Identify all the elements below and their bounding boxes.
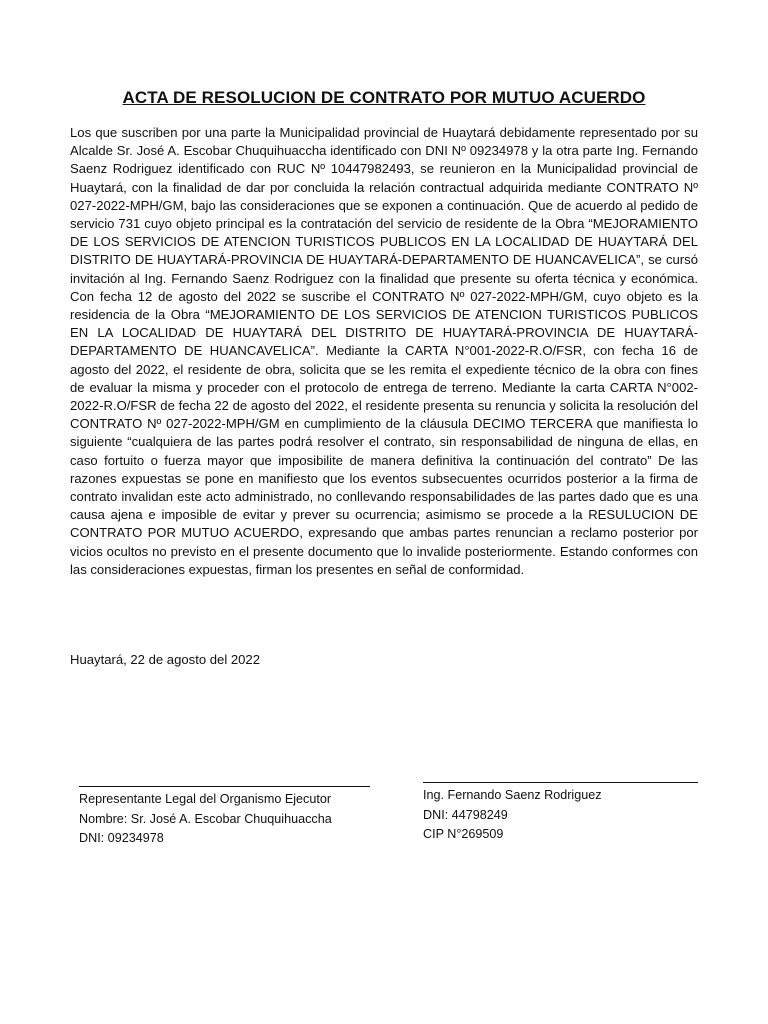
- right-signer-dni: DNI: 44798249: [423, 807, 508, 822]
- place-date: Huaytará, 22 de agosto del 2022: [70, 652, 261, 667]
- left-signer-dni: DNI: 09234978: [79, 831, 164, 845]
- document-body: Los que suscriben por una parte la Municipalidad provincial de Huaytará debidamente representado por su Alcalde Sr. José A. Escobar Chuquihuaccha identificado con DNI Nº 09234978 y la otra parte Ing. Fernando Saenz Rodriguez identificado con RUC Nº 10447982493, se reunieron en la Municipalidad provincial de Huaytará, con la finalidad de dar por concluida la relación contractual adquirida mediante CONTRATO Nº 027-2022-MPH/GM, bajo las consideraciones que se exponen a continuación. Que de acuerdo al pedido de servicio 731 cuyo objeto principal es la contratación del servicio de residente de la Obra “MEJORAMIENTO DE LOS SERVICIOS DE ATENCION TURISTICOS PUBLICOS EN LA LOCALIDAD DE HUAYTARÁ DEL DISTRITO DE HUAYTARÁ-PROVINCIA DE HUAYTARÁ-DEPARTAMENTO DE HUANCAVELICA”, se cursó invitación al Ing. Fernando Saenz Rodriguez con la finalidad que presente su oferta técnica y económica. Con fecha 12 de agosto del 2022 se suscribe el CONTRATO Nº 027-2022-MPH/GM, cuyo objeto es la residencia de la Obra “MEJORAMIENTO DE LOS SERVICIOS DE ATENCION TURISTICOS PUBLICOS EN LA LOCALIDAD DE HUAYTARÁ DEL DISTRITO DE HUAYTARÁ-PROVINCIA DE HUAYTARÁ-DEPARTAMENTO DE HUANCAVELICA”. Mediante la CARTA N°001-2022-R.O/FSR, con fecha 16 de agosto del 2022, el residente de obra, solicita que se les remita el expediente técnico de la obra con fines de evaluar la misma y proceder con el protocolo de entrega de terreno. Mediante la carta CARTA N°002-2022-R.O/FSR de fecha 22 de agosto del 2022, el residente presenta su renuncia y solicita la resolución del CONTRATO Nº 027-2022-MPH/GM en cumplimiento de la cláusula DECIMO TERCERA que manifiesta lo siguiente “cualquiera de las partes podrá resolver el contrato, sin responsabilidad de ninguna de ellas, en caso fortuito o fuerza mayor que imposibilite de manera definitiva la continuación del contrato” De las razones expuestas se pone en manifiesto que los eventos subsecuentes ocurridos posterior a la firma de contrato invalidan este acto administrado, no conllevando responsabilidades de las partes dado que es una causa ajena e imposible de evitar y prever su ocurrencia; asimismo se procede a la RESULUCION DE CONTRATO POR MUTUO ACUERDO, expresando que ambas partes renuncian a reclamo posterior por vicios ocultos no previsto en el presente documento que lo invalide posteriormente. Estando conformes con las consideraciones expuestas, firman los presentes en señal de conformidad.: [70, 125, 698, 577]
- right-signature-block: [423, 786, 602, 845]
- left-signature-line: [79, 786, 370, 787]
- right-signer-name: Ing. Fernando Saenz Rodriguez: [423, 788, 602, 802]
- document-title: ACTA DE RESOLUCION DE CONTRATO POR MUTUO ACUERDO: [122, 88, 646, 107]
- left-signer-name: Nombre: Sr. José A. Escobar Chuquihuaccha: [79, 811, 332, 826]
- right-signer-cip: CIP N°269509: [423, 827, 504, 841]
- left-signature-block: [79, 790, 332, 849]
- right-signature-line: [423, 782, 698, 783]
- left-signer-role: Representante Legal del Organismo Ejecutor: [79, 792, 332, 806]
